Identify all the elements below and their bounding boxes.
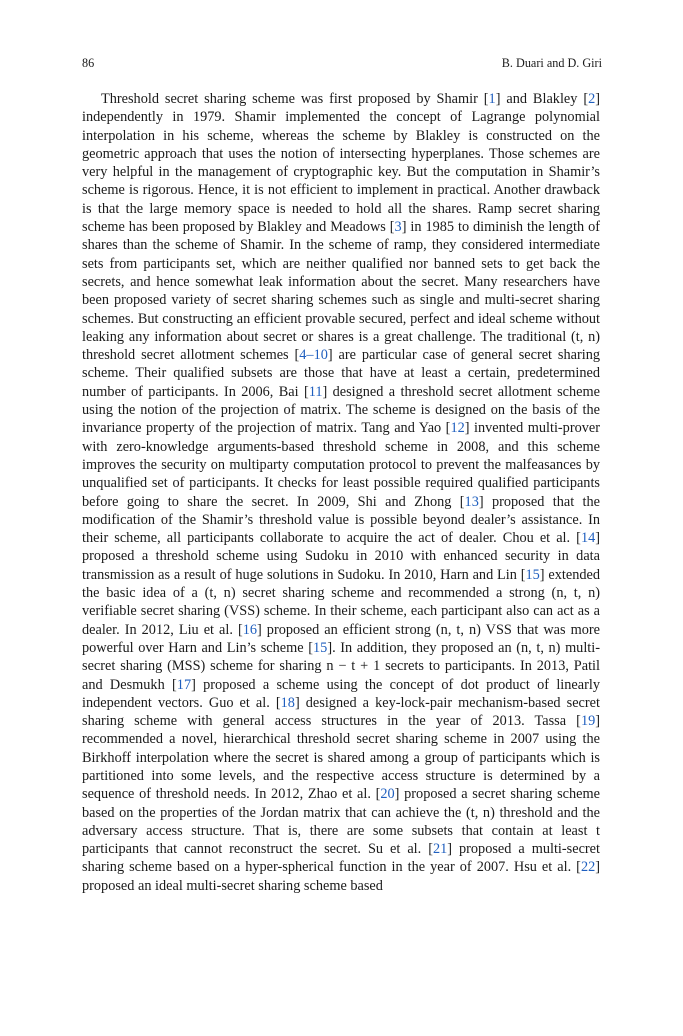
citation-link[interactable]: 18 [280, 694, 295, 711]
text-run: ]. In addition, they proposed an (n, t, n) multi-secret sharing (MSS) scheme for sharing n − t + 1 secrets to participants. In 2013, Patil and Desmukh [ [82, 639, 601, 693]
citation-link[interactable]: 2 [588, 91, 596, 107]
citation-link[interactable]: 11 [308, 383, 323, 400]
citation-link[interactable]: 15 [525, 566, 540, 583]
text-run: ] proposed a multi-secret sharing scheme based on a hyper-spherical function in the year of 2007. Hsu et al. [ [82, 841, 600, 876]
text-run: ] designed a threshold secret allotment scheme using the notion of the projection of matrix. The scheme is designed on the basis of the invariance property of the projection of matrix. Tang and Yao [ [82, 383, 600, 437]
citation-link[interactable]: 15 [313, 639, 328, 656]
text-run: ] recommended a novel, hierarchical threshold secret sharing scheme in 2007 using the Birkhoff interpolation where the secret is shared among a group of participants which is partitioned into some levels, and the respective access structure is determined by a sequence of threshold needs. In 2012, Zhao et al. [ [82, 713, 600, 803]
text-run: ] proposed an efficient strong (n, t, n) VSS that was more powerful over Harn and Lin’s scheme [ [82, 621, 600, 656]
page-number: 86 [82, 56, 95, 70]
citation-link[interactable]: 13 [464, 493, 479, 510]
text-run: ] and Blakley [ [495, 91, 589, 107]
text-run: ] proposed an ideal multi-secret sharing scheme based [82, 859, 600, 894]
citation-link[interactable]: 20 [380, 786, 395, 803]
text-run: ] in 1985 to diminish the length of shares than the scheme of Shamir. In the scheme of ramp, they considered intermediate sets from participants set, which are neither qualified nor banned sets to get back the secrets, and hence somewhat leak information about the secret. Many researchers have been proposed variety of secret sharing schemes such as single and multi-secret sharing schemes. But constructing an efficient provable secured, perfect and ideal scheme without leaking any information about secret or shares is a great challenge. The traditional (t, n) threshold secret allotment schemes [ [82, 219, 600, 364]
citation-link[interactable]: 12 [450, 420, 465, 437]
text-run: ] proposed that the modification of the Shamir’s threshold value is possible beyond dealer’s assistance. In their scheme, all participants collaborate to acquire the act of dealer. Chou et al. [ [82, 493, 600, 547]
text-run: ] proposed a threshold scheme using Sudoku in 2010 with enhanced security in data transmission as a result of huge solutions in Sudoku. In 2010, Harn and Lin [ [82, 530, 600, 583]
citation-link[interactable]: 16 [242, 621, 258, 638]
text-run: ] are particular case of general secret sharing scheme. Their qualified subsets are those that have at least a certain, predetermined number of participants. In 2006, Bai [ [82, 347, 601, 400]
citation-link[interactable]: 22 [580, 859, 596, 876]
citation-link[interactable]: 3 [394, 219, 402, 236]
citation-link[interactable]: 17 [176, 676, 192, 693]
paragraph [82, 90, 600, 895]
citation-link[interactable]: 14 [580, 530, 596, 547]
citation-link[interactable]: 4–10 [299, 347, 328, 364]
text-run: ] extended the basic idea of a (t, n) secret sharing scheme and recommended a strong (n, t, n) verifiable secret sharing (VSS) scheme. In their scheme, each participant also can act as a dealer. In 2012, Liu et al. [ [82, 566, 600, 638]
text-run: ] proposed a secret sharing scheme based on the properties of the Jordan matrix that can achieve the (t, n) threshold and the adversary access structure. That is, there are some subsets that contain at least t participants that cannot reconstruct the secret. Su et al. [ [82, 786, 600, 858]
body-text [82, 90, 600, 895]
text-run: ] independently in 1979. Shamir implemented the concept of Lagrange polynomial interpolation in his scheme, whereas the scheme by Blakley is constructed on the geometric approach that uses the notion of intersecting hyperplanes. Those schemes are very helpful in the management of cryptographic key. But the computation in Shamir’s scheme is rigorous. Hence, it is not efficient to implement in practical. Another drawback is that the large memory space is needed to hold all the shares. Ramp secret sharing scheme has been proposed by Blakley and Meadows [ [82, 91, 601, 236]
text-run: ] proposed a scheme using the concept of dot product of linearly independent vectors. Guo et al. [ [82, 676, 600, 711]
citation-link[interactable]: 1 [488, 91, 496, 107]
citation-link[interactable]: 19 [580, 713, 596, 730]
text-run: Threshold secret sharing scheme was first proposed by Shamir [ [101, 91, 489, 107]
running-head: B. Duari and D. Giri [501, 56, 602, 70]
text-run: ] invented multi-prover with zero-knowledge arguments-based threshold scheme in 2008, and this scheme improves the security on multiparty computation protocol to prevent the malfeasances by unqualified set of participants. It checks for least possible required qualified participants before going to share the secret. In 2009, Shi and Zhong [ [82, 420, 600, 510]
citation-link[interactable]: 21 [432, 841, 448, 858]
text-run: ] designed a key-lock-pair mechanism-based secret sharing scheme with general access structures in the year of 2013. Tassa [ [82, 694, 600, 730]
